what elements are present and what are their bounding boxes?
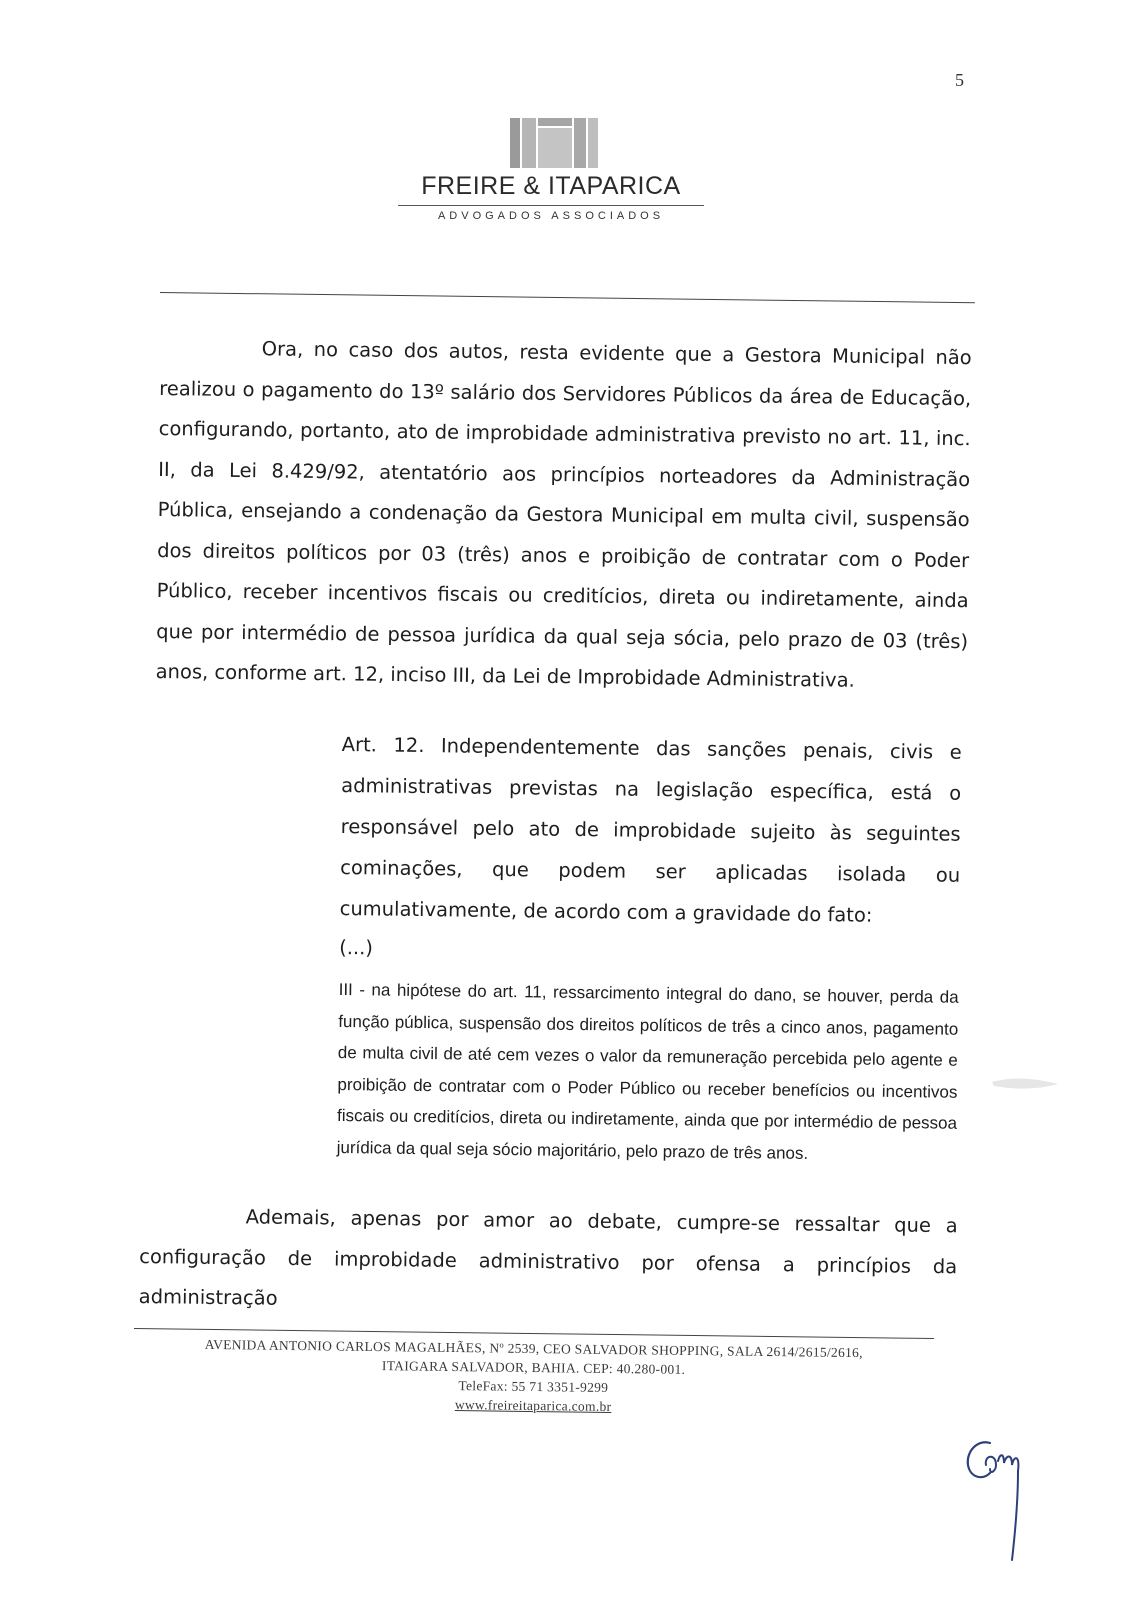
body-section (155, 328, 972, 703)
closing-section (138, 1196, 957, 1328)
firm-name: FREIRE & ITAPARICA (421, 172, 681, 200)
handwritten-signature (960, 1435, 1040, 1565)
footer-address-line-1: AVENIDA ANTONIO CARLOS MAGALHÃES, Nº 2539, CEO SALVADOR SHOPPING, SALA 2614/2615/2616, (204, 1336, 863, 1361)
letterhead-divider (398, 205, 704, 206)
footer-address-line-2: ITAIGARA SALVADOR, BAHIA. CEP: 40.280-001. (381, 1358, 686, 1377)
paragraph-ora: Ora, no caso dos autos, resta evidente que a Gestora Municipal não realizou o pagamento do 13º salário dos Servidores Públicos da área de Educação, configurando, portanto, ato de improbidade administrativa previsto no art. 11, inc. II, da Lei 8.429/92, atentatório aos princípios norteadores da Administração Pública, ensejando a condenação da Gestora Municipal em multa civil, suspensão dos direitos políticos por 03 (três) anos e proibição de contratar com o Poder Público, receber incentivos fiscais ou creditícios, direta ou indiretamente, ainda que por intermédio de pessoa jurídica da qual seja sócia, pelo prazo de 03 (três) anos, conforme art. 12, inciso III, da Lei de Improbidade Administrativa. (155, 337, 972, 692)
page-number: 5 (955, 70, 964, 90)
footer-telefax: TeleFax: 55 71 3351-9299 (458, 1378, 609, 1395)
paragraph-ademais: Ademais, apenas por amor ao debate, cumpre-se ressaltar que a configuração de improbidade administrativo por ofensa a princípios da administração (138, 1205, 958, 1310)
quote-article-12: Art. 12. Independentemente das sanções penais, civis e administrativas previstas na legislação específica, está o responsável pelo ato de improbidade sujeito às seguintes cominações, que podem ser aplicadas isolada ou cumulativamente, de acordo com a gravidade do fato: (339, 732, 962, 927)
footer-website-link[interactable]: www.freireitaparica.com.br (454, 1397, 612, 1415)
firm-logo (510, 118, 598, 168)
quote-ellipsis: (...) (339, 935, 374, 960)
footer (133, 1334, 934, 1420)
header-divider (160, 292, 975, 303)
legal-quote (336, 724, 961, 1171)
quote-inciso-iii: III - na hipótese do art. 11, ressarcimento integral do dano, se houver, perda da função pública, suspensão dos direitos políticos de três a cinco anos, pagamento de multa civil de até cem vezes o valor da remuneração percebida pelo agente e proibição de contratar com o Poder Público ou receber benefícios ou incentivos fiscais ou creditícios, direta ou indiretamente, ainda que por intermédio de pessoa jurídica da qual seja sócio majoritário, pelo prazo de três anos. (336, 979, 959, 1163)
scan-smudge (990, 1072, 1060, 1094)
firm-subtitle: ADVOGADOS ASSOCIADOS (437, 210, 665, 222)
